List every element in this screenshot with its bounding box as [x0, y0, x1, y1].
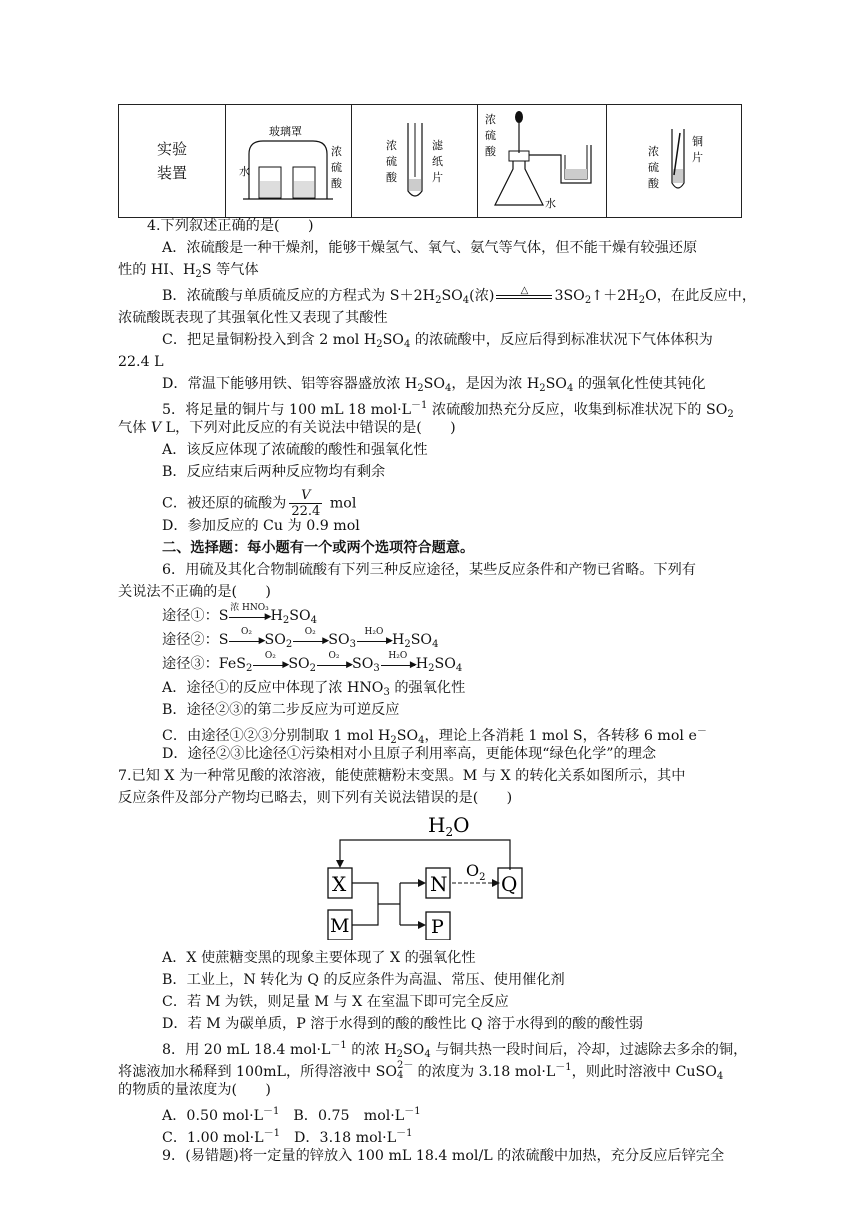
- svg-text:铜: 铜: [692, 135, 703, 148]
- q4-stem: 4.下列叙述正确的是( ): [147, 218, 314, 234]
- q9-stem-line1: 9．(易错题)将一定量的锌放入 100 mL 18.4 mol/L 的浓硫酸中加热，充分反应后锌完全: [162, 1148, 725, 1164]
- svg-text:硫: 硫: [648, 161, 659, 174]
- svg-text:水: 水: [545, 197, 556, 210]
- arrow: H₂O ▶: [381, 655, 415, 673]
- q5-option-c: C．被还原的硫酸为 $\frac{V}{22.4}$ mol: [162, 488, 357, 519]
- arrow: H₂O ▶: [357, 631, 391, 649]
- svg-text:浓: 浓: [648, 145, 659, 158]
- arrow: 浓 HNO₃ ▶: [230, 603, 272, 622]
- apparatus-label: 实验 装置: [119, 105, 226, 218]
- test-tube-copper-figure: [614, 109, 734, 209]
- apparatus-fig-1: [226, 105, 352, 218]
- flask-u-tube-figure: [479, 105, 605, 213]
- apparatus-fig-4: [607, 105, 742, 218]
- q6-stem-line1: 6．用硫及其化合物制硫酸有下列三种反应途径，某些反应条件和产物已省略。下列有: [162, 562, 696, 578]
- q6-option-b: B．途径②③的第二步反应为可逆反应: [162, 702, 400, 718]
- glass-cover-figure: [229, 109, 349, 209]
- svg-text:浓: 浓: [330, 145, 342, 158]
- o2-label: $O_2$: [466, 861, 486, 883]
- q4-option-d: D．常温下能够用铁、铝等容器盛放浓 $H_2SO_4$，是因为浓 $H_2SO_4$ 的强氧化性使其钝化: [162, 376, 706, 394]
- q6-option-c: C．由途径①②③分别制取 1 mol $H_2SO_4$，理论上各消耗 1 mol S，各转移 6 mol e－: [162, 726, 707, 746]
- q4-option-b-line1: B．浓硫酸与单质硫反应的方程式为 $S+2H_2SO_4$(浓) △ $3SO_2↑+2H_2O$，在此反应中，: [162, 285, 757, 306]
- q4-option-a-line2: 性的 HI、$H_2S$ 等气体: [118, 262, 259, 280]
- svg-text:P: P: [431, 916, 444, 938]
- svg-text:浓: 浓: [485, 113, 496, 126]
- svg-text:酸: 酸: [485, 145, 496, 158]
- q5-stem-line1: 5．将足量的铜片与 100 mL 18 $mol\cdot L^{-1}$ 浓硫酸加热充分反应，收集到标准状况下的 $SO_2$: [162, 400, 734, 420]
- q7-option-d: D．若 M 为碳单质，P 溶于水得到的酸的酸性比 Q 溶于水得到的酸的酸性弱: [162, 1016, 644, 1032]
- q6-option-a: A．途径①的反应中体现了浓 $HNO_3$ 的强氧化性: [162, 680, 466, 698]
- apparatus-fig-2: [352, 105, 478, 218]
- fraction: $\frac{V}{22.4}$: [291, 488, 321, 519]
- q4-option-c-line1: C．把足量铜粉投入到含 2 mol $H_2SO_4$ 的浓硫酸中，反应后得到标准状况下气体体积为: [162, 332, 713, 350]
- svg-text:酸: 酸: [330, 177, 342, 190]
- q5-stem-line2: 气体 V L，下列对此反应的有关说法中错误的是( ): [118, 420, 456, 436]
- q5-option-d: D．参加反应的 Cu 为 0.9 mol: [162, 518, 360, 534]
- q8-stem-line3: 的物质的量浓度为( ): [118, 1082, 271, 1098]
- q4-option-c-line2: 22.4 L: [118, 354, 164, 370]
- q5-option-b: B．反应结束后两种反应物均有剩余: [162, 464, 386, 480]
- q8-stem-line2: 将滤液加水稀释到 100mL，所得溶液中 SO 2－ 4 的浓度为 3.18 $mol\cdot L^{-1}$，则此时溶液中 CuSO$_4$: [118, 1060, 724, 1082]
- q7-option-a: A．X 使蔗糖变黑的现象主要体现了 X 的强氧化性: [162, 950, 476, 966]
- apparatus-table: [118, 104, 742, 218]
- q6-route-2: 途径②：S O₂ ▶ $SO_2$ O₂ ▶ $SO_3$ H₂O ▶ $H_2SO_4$: [162, 627, 439, 650]
- svg-text:片: 片: [431, 171, 443, 184]
- svg-text:硫: 硫: [485, 129, 496, 142]
- arrow: O₂ ▶: [229, 631, 263, 649]
- q7-option-b: B．工业上，N 转化为 Q 的反应条件为高温、常压、使用催化剂: [162, 972, 565, 988]
- q6-route-3: 途径③：FeS$_2$ O₂ ▶ $SO_2$ O₂ ▶ $SO_3$ H₂O ▶ $H_2SO_4$: [162, 651, 463, 674]
- svg-text:M: M: [330, 915, 350, 937]
- q7-stem-line1: 7.已知 X 为一种常见酸的浓溶液，能使蔗糖粉末变黑。M 与 X 的转化关系如图所示，其中: [118, 768, 686, 784]
- q8-options-cd: C．1.00 $mol\cdot L^{-1}$ D．3.18 $mol\cdot L^{-1}$: [162, 1128, 413, 1146]
- h2o-label: $H_2O$: [428, 813, 470, 839]
- arrow: O₂ ▶: [317, 655, 351, 673]
- svg-text:X: X: [332, 872, 347, 896]
- svg-text:纸: 纸: [431, 155, 443, 168]
- q6-option-d: D．途径②③比途径①污染相对小且原子利用率高，更能体现“绿色化学”的理念: [162, 746, 657, 762]
- q4-option-a-line1: A．浓硫酸是一种干燥剂，能够干燥氢气、氧气、氨气等气体，但不能干燥有较强还原: [162, 240, 698, 256]
- svg-text:滤: 滤: [431, 139, 443, 152]
- svg-text:酸: 酸: [385, 171, 397, 184]
- q7-option-c: C．若 M 为铁，则足量 M 与 X 在室温下即可完全反应: [162, 994, 509, 1010]
- q4-option-b-line2: 浓硫酸既表现了其强氧化性又表现了其酸性: [118, 310, 388, 326]
- svg-text:玻璃罩: 玻璃罩: [268, 125, 302, 138]
- svg-text:酸: 酸: [648, 177, 659, 190]
- svg-text:浓: 浓: [385, 139, 397, 152]
- q6-stem-line2: 关说法不正确的是( ): [118, 584, 271, 600]
- q7-stem-line2: 反应条件及部分产物均已略去，则下列有关说法错误的是( ): [118, 790, 513, 806]
- svg-text:Q: Q: [501, 872, 518, 896]
- arrow: O₂ ▶: [293, 631, 327, 649]
- svg-text:硫: 硫: [330, 161, 342, 174]
- q8-stem-line1: 8．用 20 mL 18.4 $mol\cdot L^{-1}$ 的浓 $H_2SO_4$ 与铜共热一段时间后，冷却，过滤除去多余的铜，: [162, 1040, 748, 1060]
- conversion-diagram: [320, 810, 540, 940]
- arrow: O₂ ▶: [253, 655, 287, 673]
- svg-text:片: 片: [692, 151, 703, 164]
- q6-route-1: 途径①：S 浓 HNO₃ ▶ $H_2SO_4$: [162, 603, 317, 626]
- equals-heat-sign: △: [494, 287, 554, 305]
- svg-text:硫: 硫: [385, 155, 397, 168]
- svg-text:N: N: [430, 872, 448, 896]
- q5-option-a: A．该反应体现了浓硫酸的酸性和强氧化性: [162, 442, 428, 458]
- section-heading: 二、选择题：每小题有一个或两个选项符合题意。: [162, 540, 475, 556]
- apparatus-fig-3: [478, 105, 607, 218]
- test-tube-paper-figure: [360, 109, 470, 209]
- svg-text:水: 水: [238, 165, 250, 178]
- q8-options-ab: A．0.50 $mol\cdot L^{-1}$ B．0.75 $mol\cdot L^{-1}$: [162, 1106, 421, 1124]
